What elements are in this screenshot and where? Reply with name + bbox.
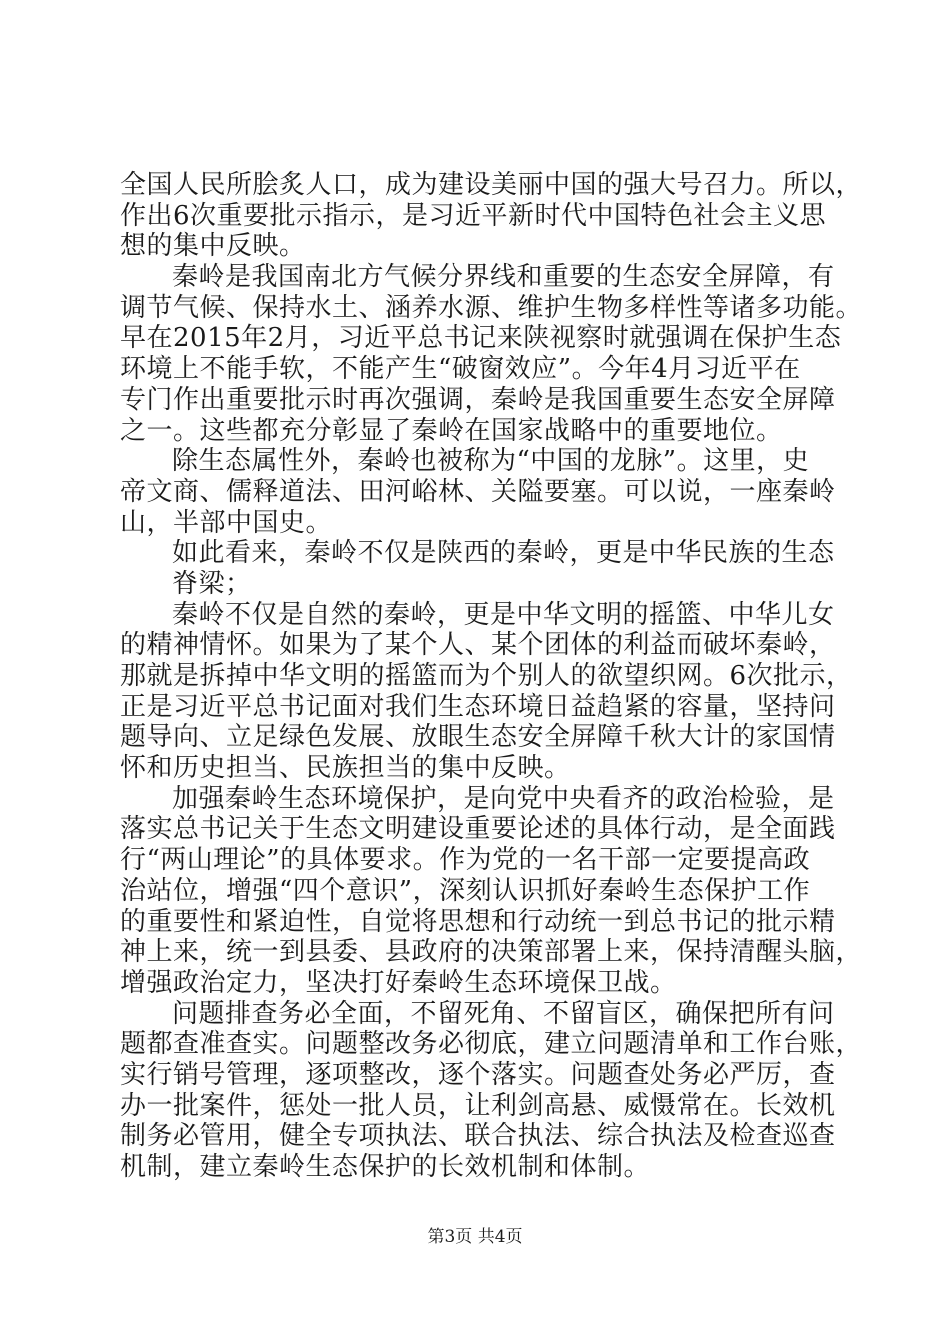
text-line: 实行销号管理，逐项整改，逐个落实。问题查处务必严厉，查 (120, 1060, 836, 1090)
text-line: 秦岭是我国南北方气候分界线和重要的生态安全屏障，有 (172, 262, 835, 292)
text-line: 正是习近平总书记面对我们生态环境日益趋紧的容量，坚持问 (120, 692, 836, 722)
text-line: 那就是拆掉中华文明的摇篮而为个别人的欲望织网。6次批示， (120, 661, 853, 691)
text-line: 制务必管用，健全专项执法、联合执法、综合执法及检查巡查 (120, 1121, 836, 1151)
text-line: 落实总书记关于生态文明建设重要论述的具体行动，是全面践 (120, 814, 836, 844)
text-line: 加强秦岭生态环境保护，是向党中央看齐的政治检验，是 (172, 784, 835, 814)
text-line: 脊梁； (172, 569, 252, 599)
text-line: 全国人民所脍炙人口，成为建设美丽中国的强大号召力。所以， (120, 170, 863, 200)
text-line: 的重要性和紧迫性，自觉将思想和行动统一到总书记的批示精 (120, 907, 836, 937)
text-line: 问题排查务必全面，不留死角、不留盲区，确保把所有问 (172, 999, 835, 1029)
text-line: 治站位，增强“四个意识”，深刻认识抓好秦岭生态保护工作 (120, 876, 811, 906)
text-line: 调节气候、保持水土、涵养水源、维护生物多样性等诸多功能。 (120, 293, 863, 323)
page-footer: 第3页 共4页 (427, 1227, 523, 1247)
text-line: 如此看来，秦岭不仅是陕西的秦岭，更是中华民族的生态 (172, 538, 835, 568)
text-line: 题导向、立足绿色发展、放眼生态安全屏障千秋大计的家国情 (120, 722, 836, 752)
text-line: 神上来，统一到县委、县政府的决策部署上来，保持清醒头脑， (120, 937, 863, 967)
text-line: 作出6次重要批示指示，是习近平新时代中国特色社会主义思 (120, 201, 827, 231)
text-line: 除生态属性外，秦岭也被称为“中国的龙脉”。这里，史 (172, 446, 810, 476)
text-line: 山，半部中国史。 (120, 508, 333, 538)
text-line: 办一批案件，惩处一批人员，让利剑高悬、威慑常在。长效机 (120, 1091, 836, 1121)
text-line: 行“两山理论”的具体要求。作为党的一名干部一定要提高政 (120, 845, 811, 875)
text-line: 早在2015年2月，习近平总书记来陕视察时就强调在保护生态 (120, 323, 842, 353)
text-line: 帝文商、儒释道法、田河峪林、关隘要塞。可以说，一座秦岭 (120, 477, 836, 507)
text-line: 怀和历史担当、民族担当的集中反映。 (120, 753, 571, 783)
text-line: 的精神情怀。如果为了某个人、某个团体的利益而破坏秦岭， (120, 630, 836, 660)
text-line: 环境上不能手软，不能产生“破窗效应”。今年4月习近平在 (120, 354, 801, 384)
text-line: 机制，建立秦岭生态保护的长效机制和体制。 (120, 1152, 651, 1182)
text-line: 题都查准查实。问题整改务必彻底，建立问题清单和工作台账， (120, 1029, 863, 1059)
text-line: 增强政治定力，坚决打好秦岭生态环境保卫战。 (120, 968, 677, 998)
text-line: 想的集中反映。 (120, 231, 306, 261)
text-line: 之一。这些都充分彰显了秦岭在国家战略中的重要地位。 (120, 416, 783, 446)
text-line: 秦岭不仅是自然的秦岭，更是中华文明的摇篮、中华儿女 (172, 600, 835, 630)
text-line: 专门作出重要批示时再次强调，秦岭是我国重要生态安全屏障 (120, 385, 836, 415)
